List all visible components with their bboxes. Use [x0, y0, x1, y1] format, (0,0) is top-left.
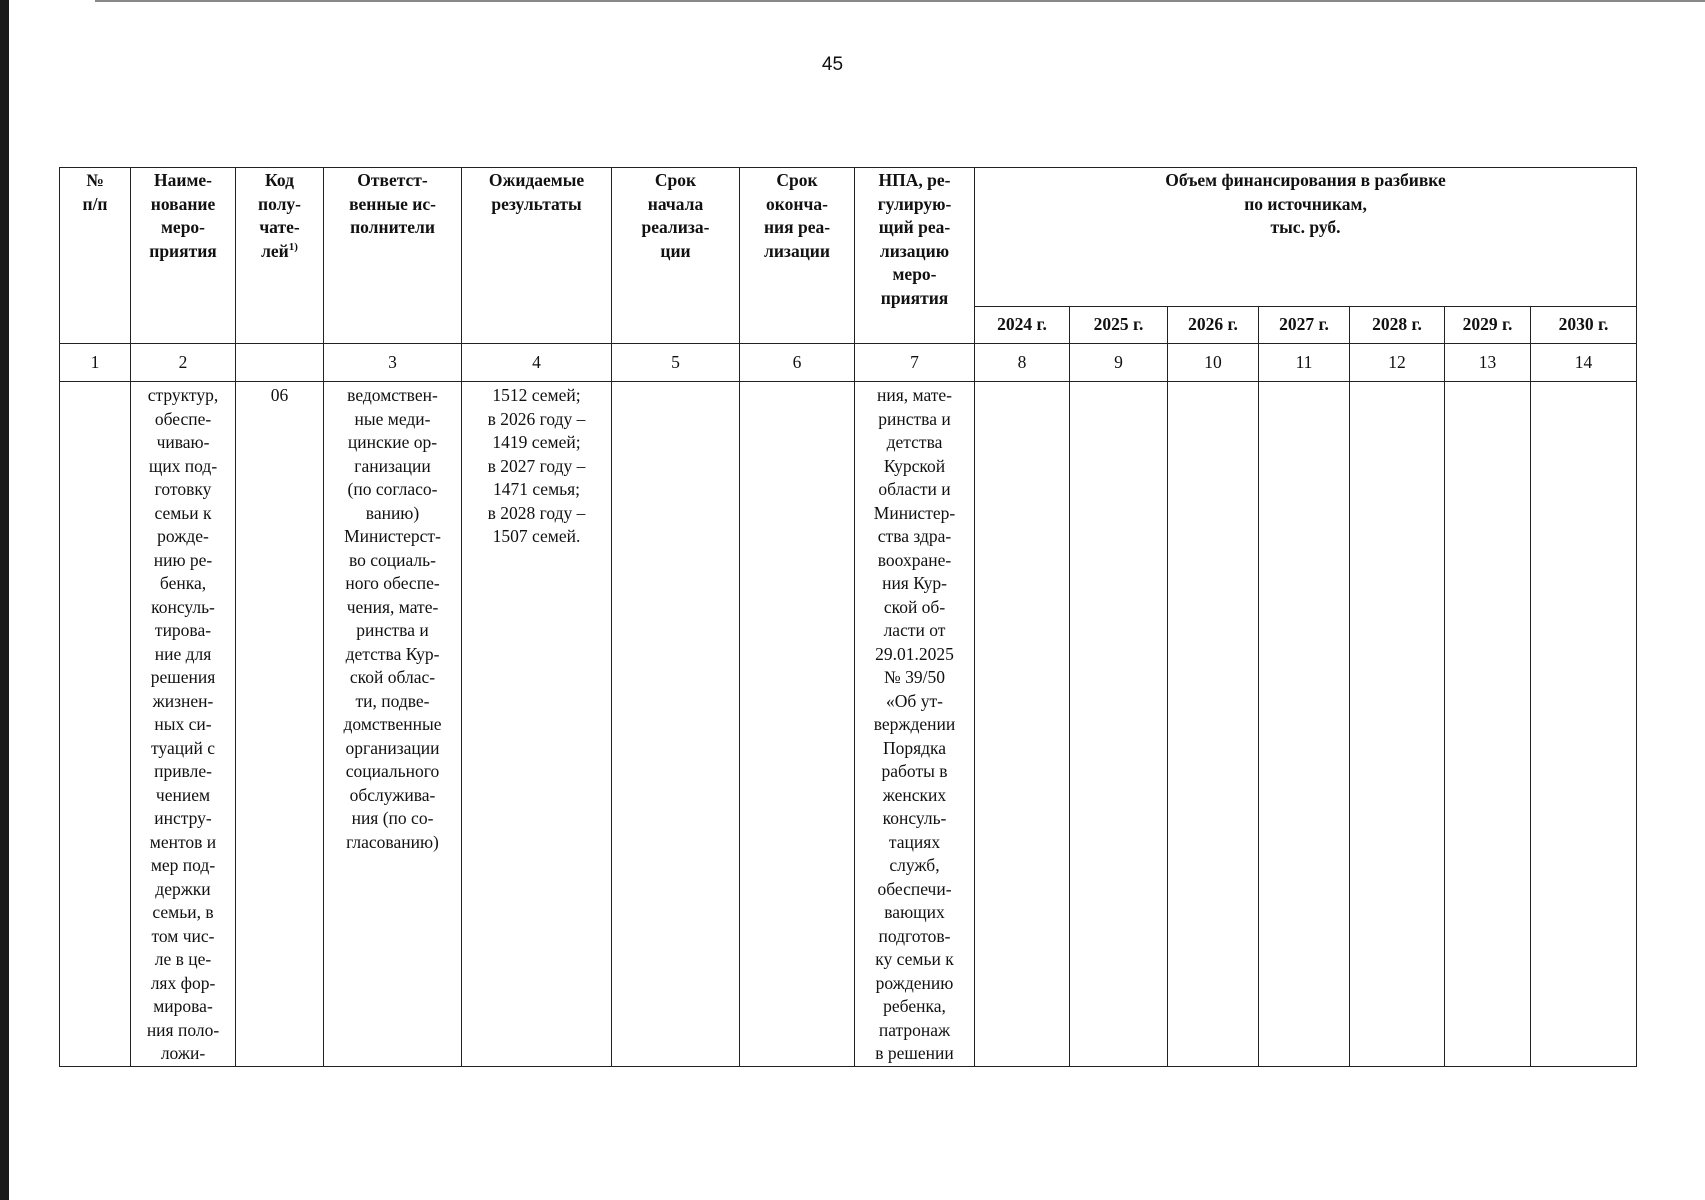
year-2027: 2027 г. [1259, 307, 1350, 344]
cell-number [60, 382, 131, 1067]
year-2025: 2025 г. [1070, 307, 1168, 344]
column-number: 8 [975, 344, 1070, 382]
column-number: 4 [462, 344, 612, 382]
column-number: 12 [1350, 344, 1445, 382]
cell-finance-2025 [1070, 382, 1168, 1067]
cell-finance-2029 [1445, 382, 1531, 1067]
year-2024: 2024 г. [975, 307, 1070, 344]
column-number: 5 [612, 344, 740, 382]
cell-recipient-code: 06 [236, 382, 324, 1067]
cell-finance-2024 [975, 382, 1070, 1067]
header-start-date: Срок начала реализа- ции [612, 168, 740, 344]
footnote-marker: 1) [288, 240, 298, 253]
column-number: 14 [1531, 344, 1637, 382]
column-number: 6 [740, 344, 855, 382]
table-row [60, 382, 1637, 1067]
cell-regulation: ния, мате- ринства и детства Курской области и Министер- ства здра- воохране- ния Кур- ской об- ласти от 29.01.2025 № 39/50 «Об ут- верждении Порядка работы в женских консуль- тациях служб, обеспечи- вающих подготов- ку семьи к рождению ребенка, патронаж в решении [855, 382, 975, 1067]
year-2030: 2030 г. [1531, 307, 1637, 344]
cell-activity-name: структур, обеспе- чиваю- щих под- готовку семьи к рожде- нию ре- бенка, консуль- тирова- ние для решения жизнен- ных си- туаций с привле- чением инстру- ментов и мер под- держки семьи, в том чис- ле в це- лях фор- мирова- ния поло- ложи- [131, 382, 236, 1067]
header-end-date: Срок оконча- ния реа- лизации [740, 168, 855, 344]
page-number: 45 [821, 54, 844, 75]
cell-finance-2026 [1168, 382, 1259, 1067]
column-number: 11 [1259, 344, 1350, 382]
header-financing: Объем финансирования в разбивке по источникам, тыс. руб. [975, 168, 1637, 307]
cell-finance-2030 [1531, 382, 1637, 1067]
column-number: 3 [324, 344, 462, 382]
cell-end-date [740, 382, 855, 1067]
year-2029: 2029 г. [1445, 307, 1531, 344]
scan-edge [0, 0, 9, 1200]
column-number: 1 [60, 344, 131, 382]
cell-expected-results: 1512 семей; в 2026 году – 1419 семей; в 2027 году – 1471 семья; в 2028 году – 1507 семей. [462, 382, 612, 1067]
scan-edge-top [95, 0, 1705, 2]
header-row [60, 168, 1637, 307]
header-executors: Ответст- венные ис- полнители [324, 168, 462, 344]
column-number: 10 [1168, 344, 1259, 382]
header-regulation: НПА, ре- гулирую- щий реа- лизацию меро- приятия [855, 168, 975, 344]
year-2028: 2028 г. [1350, 307, 1445, 344]
column-number: 13 [1445, 344, 1531, 382]
header-activity-name: Наиме- нование меро- приятия [131, 168, 236, 344]
cell-executors: ведомствен- ные меди- цинские ор- ганизации (по согласо- ванию) Министерст- во социаль- ного обеспе- чения, мате- ринства и детства Кур- ской облас- ти, подве- домственные организации социального обслужива- ния (по со- гласованию) [324, 382, 462, 1067]
column-numbers-row [60, 344, 1637, 382]
header-number: № п/п [60, 168, 131, 344]
cell-start-date [612, 382, 740, 1067]
column-number: 7 [855, 344, 975, 382]
year-2026: 2026 г. [1168, 307, 1259, 344]
column-number: 9 [1070, 344, 1168, 382]
activity-table [59, 167, 1637, 1067]
header-expected-results: Ожидаемые результаты [462, 168, 612, 344]
header-recipient-code: Код полу- чате- лей$^{1)}$ [236, 168, 324, 344]
column-number: 2 [131, 344, 236, 382]
cell-finance-2028 [1350, 382, 1445, 1067]
cell-finance-2027 [1259, 382, 1350, 1067]
column-number [236, 344, 324, 382]
